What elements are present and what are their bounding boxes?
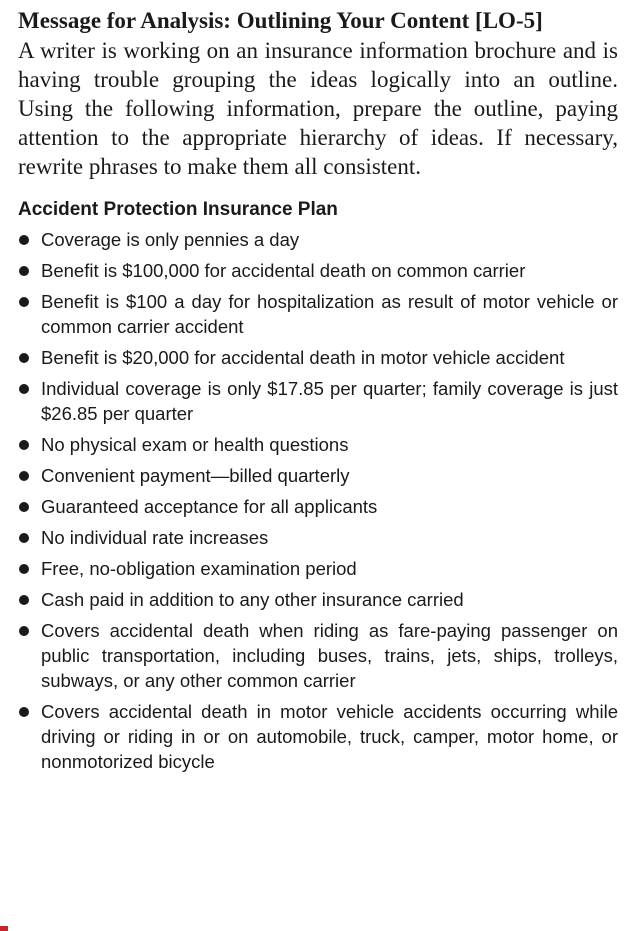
page-corner-mark — [0, 926, 8, 931]
bullet-icon — [19, 502, 29, 512]
list-item-text: Benefit is $100 a day for hospitalization as result of motor vehicle or common carrier accident — [41, 291, 618, 337]
list-item-text: Cash paid in addition to any other insurance carried — [41, 589, 464, 610]
list-item-text: Benefit is $20,000 for accidental death in motor vehicle accident — [41, 347, 565, 368]
list-item-text: Coverage is only pennies a day — [41, 229, 300, 250]
list-item — [18, 432, 618, 457]
bullet-icon — [19, 440, 29, 450]
bullet-icon — [19, 471, 29, 481]
list-item — [18, 618, 618, 693]
list-item — [18, 587, 618, 612]
bullet-icon — [19, 707, 29, 717]
list-item — [18, 345, 618, 370]
list-item-text: Free, no-obligation examination period — [41, 558, 357, 579]
plan-points-list — [18, 227, 618, 774]
bullet-icon — [19, 353, 29, 363]
list-item — [18, 525, 618, 550]
list-item — [18, 376, 618, 426]
bullet-icon — [19, 266, 29, 276]
list-item — [18, 258, 618, 283]
list-item-text: Covers accidental death in motor vehicle accidents occurring while driving or riding in or on automobile, truck, camper, motor home, or nonmotorized bicycle — [41, 701, 618, 772]
list-item — [18, 556, 618, 581]
list-item — [18, 494, 618, 519]
exercise-instructions: A writer is working on an insurance information brochure and is having trouble grouping the ideas logically into an outline. Using the following information, prepare the outline, paying attention to the appropriate hierarchy of ideas. If necessary, rewrite phrases to make them all consistent. — [18, 38, 618, 179]
list-item-text: Guaranteed acceptance for all applicants — [41, 496, 378, 517]
list-item-text: Individual coverage is only $17.85 per quarter; family coverage is just $26.85 per quarter — [41, 378, 618, 424]
bullet-icon — [19, 564, 29, 574]
bullet-icon — [19, 235, 29, 245]
document-page — [18, 6, 618, 780]
bullet-icon — [19, 595, 29, 605]
list-item-text: Convenient payment—billed quarterly — [41, 465, 350, 486]
bullet-icon — [19, 626, 29, 636]
bullet-icon — [19, 297, 29, 307]
list-item — [18, 227, 618, 252]
list-item-text: No physical exam or health questions — [41, 434, 349, 455]
bullet-icon — [19, 533, 29, 543]
bullet-icon — [19, 384, 29, 394]
exercise-heading: Message for Analysis: Outlining Your Content [LO-5] — [18, 8, 543, 33]
list-item — [18, 289, 618, 339]
list-item-text: Covers accidental death when riding as fare-paying passenger on public transportation, including buses, trains, jets, ships, trolleys, subways, or any other common carrier — [41, 620, 618, 691]
list-item — [18, 463, 618, 488]
list-item-text: No individual rate increases — [41, 527, 269, 548]
plan-title: Accident Protection Insurance Plan — [18, 199, 338, 220]
list-item-text: Benefit is $100,000 for accidental death on common carrier — [41, 260, 526, 281]
list-item — [18, 699, 618, 774]
